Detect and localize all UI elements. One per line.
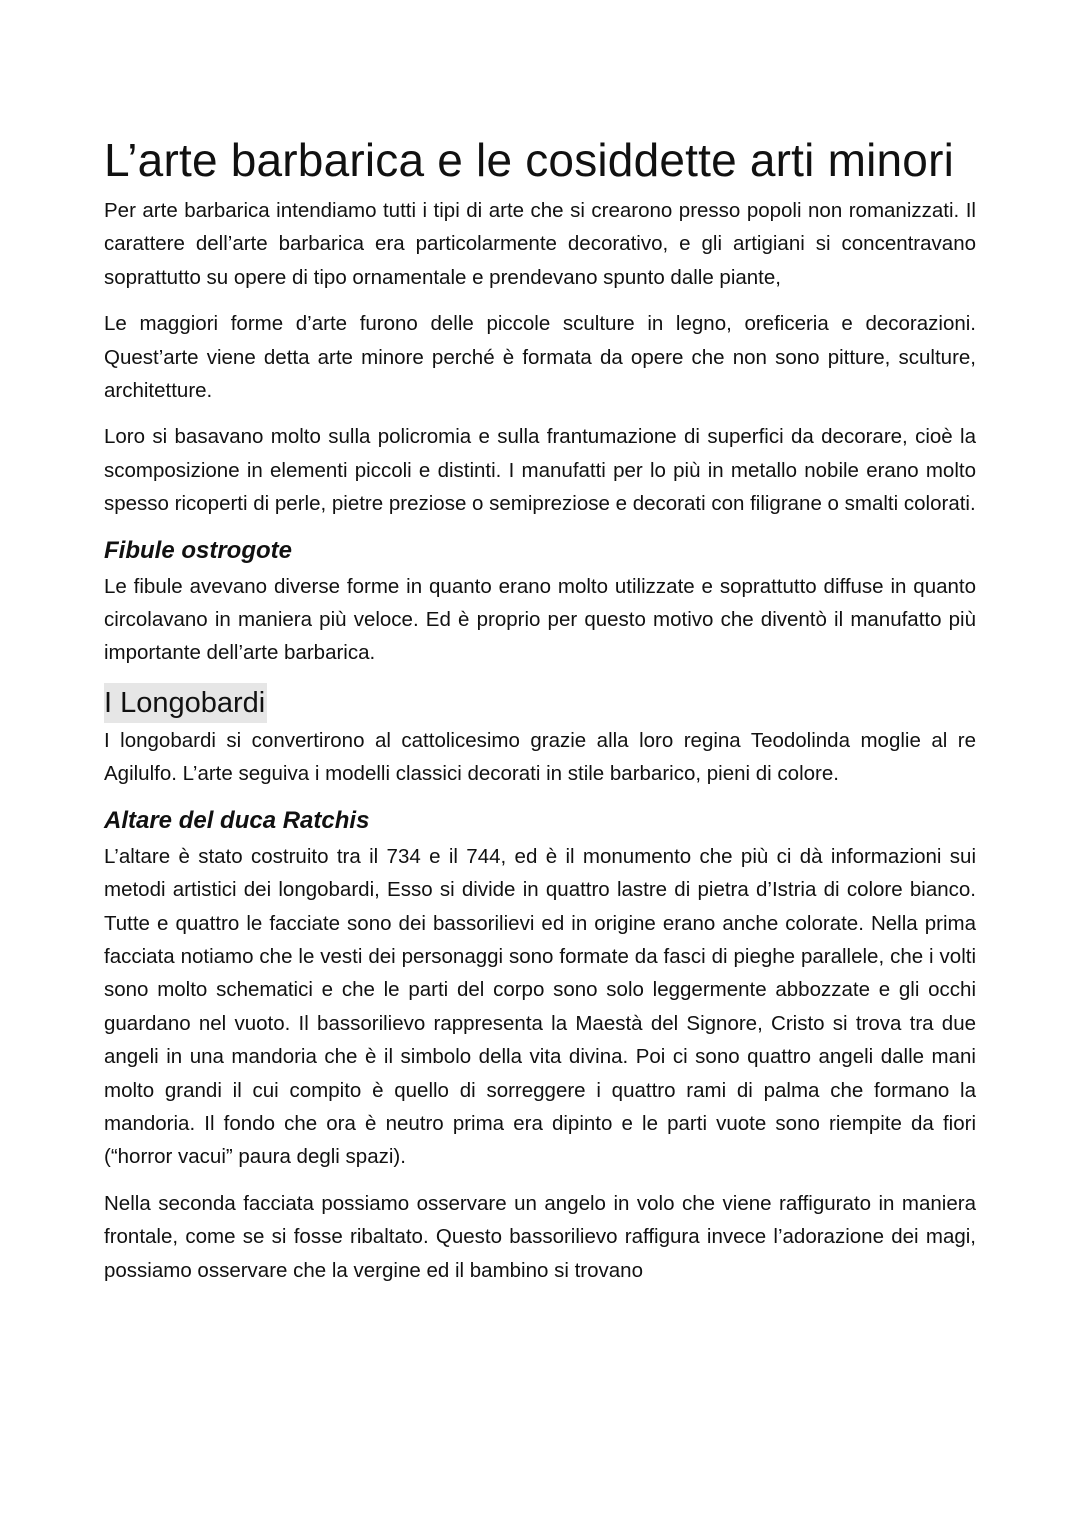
longobardi-paragraph: I longobardi si convertirono al cattolicesimo grazie alla loro regina Teodolinda moglie al re Agilulfo. L’arte seguiva i modelli classici decorati in stile barbarico, pieni di colore.: [104, 728, 976, 786]
fibule-heading: Fibule ostrogote: [104, 536, 292, 564]
document-page: [104, 128, 976, 1300]
longobardi-heading-wrap: [104, 683, 976, 724]
intro-paragraph-2: Le maggiori forme d’arte furono delle piccole sculture in legno, oreficeria e decorazioni. Quest’arte viene detta arte minore perché è formata da opere che non sono pitture, sculture, architetture.: [104, 312, 976, 403]
ratchis-heading: Altare del duca Ratchis: [104, 806, 370, 834]
intro-paragraph-1: Per arte barbarica intendiamo tutti i tipi di arte che si crearono presso popoli non romanizzati. Il carattere dell’arte barbarica era particolarmente decorativo, e gli artigiani si concentravano soprattutto su opere di tipo ornamentale e prendevano spunto dalle piante,: [104, 199, 976, 289]
intro-paragraph-3: Loro si basavano molto sulla policromia e sulla frantumazione di superfici da decorare, cioè la scomposizione in elementi piccoli e distinti. I manufatti per lo più in metallo nobile erano molto spesso ricoperti di perle, pietre preziose o semipreziose e decorati con filigrane o smalti colorati.: [104, 425, 976, 516]
longobardi-heading: I Longobardi: [104, 683, 267, 723]
fibule-paragraph: Le fibule avevano diverse forme in quanto erano molto utilizzate e soprattutto diffuse in quanto circolavano in maniera più veloce. Ed è proprio per questo motivo che diventò il manufatto più importante dell’arte barbarica.: [104, 574, 976, 665]
ratchis-paragraph-1: L’altare è stato costruito tra il 734 e il 744, ed è il monumento che più ci dà informazioni sui metodi artistici dei longobardi, Esso si divide in quattro lastre di pietra d’Istria di colore bianco. Tutte e quattro le facciate sono dei bassorilievi ed in origine erano anche colorate. Nella prima facciata notiamo che le vesti dei personaggi sono formate da fasci di pieghe parallele, che i volti sono molto schematici e che le parti del corpo sono solo leggermente abbozzate e gli occhi guardano nel vuoto. Il bassorilievo rappresenta la Maestà del Signore, Cristo si trova tra due angeli in una mandoria che è il simbolo della vita divina. Poi ci sono quattro angeli dalle mani molto grandi il cui compito è quello di sorreggere i quattro rami di palma che formano la mandoria. Il fondo che ora è neutro prima era dipinto e le parti vuote sono riempite da fiori (“horror vacui” paura degli spazi).: [104, 844, 976, 1169]
ratchis-paragraph-2: Nella seconda facciata possiamo osservare un angelo in volo che viene raffigurato in maniera frontale, come se si fosse ribaltato. Questo bassorilievo raffigura invece l’adorazione dei magi, possiamo osservare che la vergine ed il bambino si trovano: [104, 1191, 976, 1282]
document-title: L’arte barbarica e le cosiddette arti minori: [104, 134, 955, 186]
